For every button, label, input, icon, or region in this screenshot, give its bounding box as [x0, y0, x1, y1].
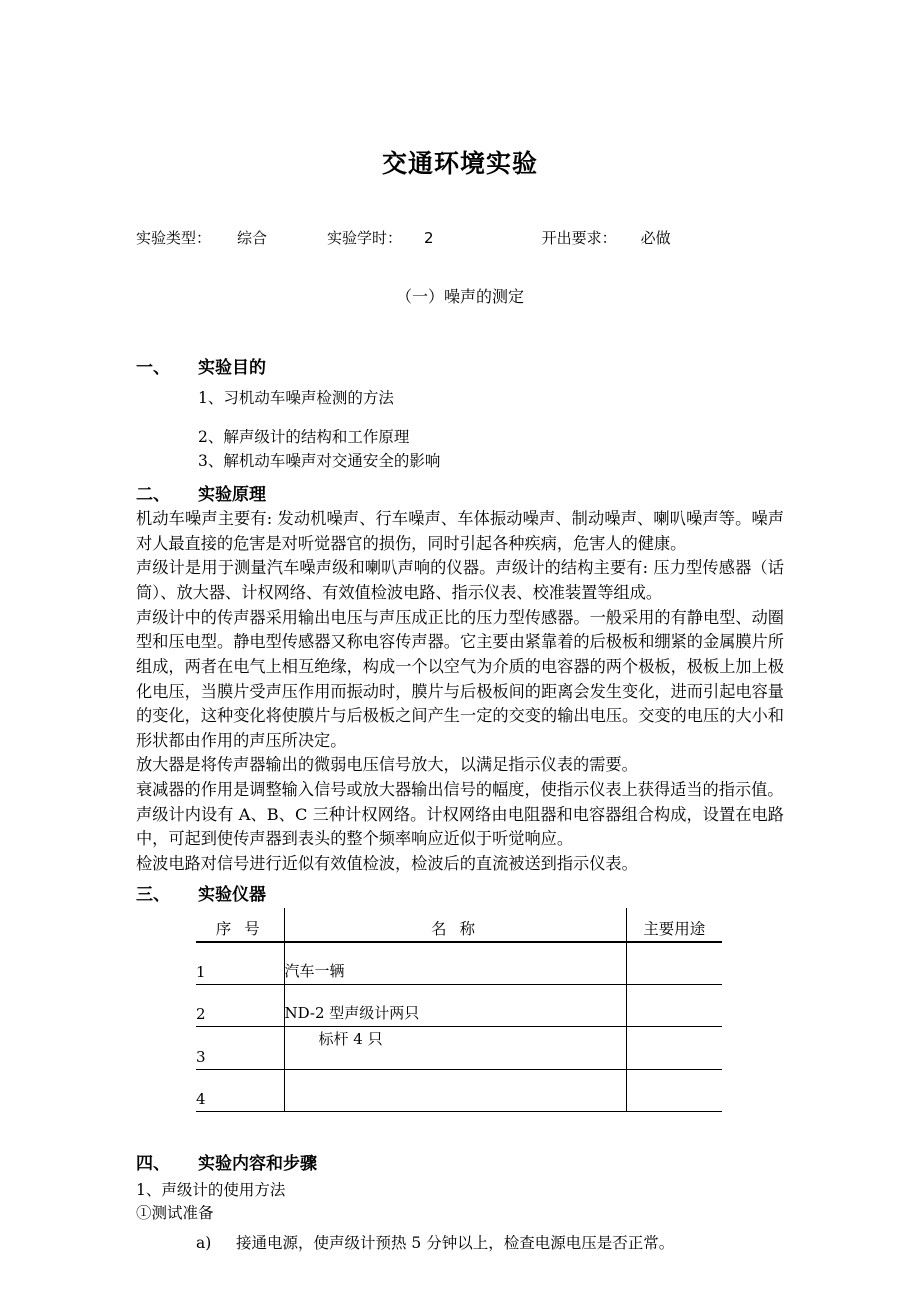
- column-header-use: 主要用途: [626, 908, 722, 942]
- cell-use: [626, 1069, 722, 1111]
- heading-instruments-number: 三、: [136, 884, 170, 905]
- cell-index: 2: [196, 984, 284, 1026]
- experiment-hours-label: 实验学时：: [327, 228, 403, 247]
- procedure-sub-item-a: [136, 1232, 784, 1255]
- experiment-hours-value: 2: [424, 228, 434, 247]
- heading-procedure: [136, 1154, 784, 1175]
- experiment-type-value: 综合: [237, 228, 268, 247]
- procedure-line-1: 1、声级计的使用方法: [136, 1181, 286, 1200]
- heading-purpose-text: 实验目的: [198, 357, 266, 378]
- list-item: 1、习机动车噪声检测的方法: [198, 388, 394, 407]
- table-row: [196, 1069, 722, 1111]
- cell-name: 汽车一辆: [284, 942, 626, 985]
- procedure-sub-item-a-marker: a): [196, 1233, 212, 1252]
- cell-use: [626, 1026, 722, 1069]
- section-subtitle: （一）噪声的测定: [395, 286, 524, 306]
- cell-use: [626, 942, 722, 985]
- cell-name: ND-2 型声级计两只: [284, 984, 626, 1026]
- list-item: 2、解声级计的结构和工作原理: [198, 427, 410, 446]
- table-header-row: [196, 908, 722, 942]
- paragraph: 放大器是将传声器输出的微弱电压信号放大，以满足指示仪表的需要。: [136, 755, 638, 775]
- heading-procedure-text: 实验内容和步骤: [198, 1153, 317, 1174]
- heading-principle: [136, 485, 784, 506]
- principle-body: [136, 507, 784, 876]
- cell-index: 1: [196, 942, 284, 985]
- purpose-list: [136, 386, 784, 473]
- heading-purpose-number: 一、: [136, 357, 170, 378]
- table-row: [196, 942, 722, 985]
- heading-instruments: [136, 885, 784, 906]
- procedure-sub-item-a-text: 接通电源，使声级计预热 5 分钟以上，检查电源电压是否正常。: [236, 1233, 675, 1252]
- column-header-index: 序 号: [196, 908, 284, 942]
- procedure-line-2: ①测试准备: [136, 1204, 214, 1223]
- cell-use: [626, 984, 722, 1026]
- paragraph: 衰减器的作用是调整输入信号或放大器输出信号的幅度，使指示仪表上获得适当的指示值。: [136, 780, 784, 800]
- instruments-table: [196, 908, 722, 1112]
- heading-purpose: [136, 358, 784, 379]
- heading-instruments-text: 实验仪器: [198, 884, 266, 905]
- document-content: [136, 0, 784, 1255]
- cell-name: [284, 1069, 626, 1111]
- experiment-requirement-value: 必做: [640, 228, 671, 247]
- cell-name: 标杆 4 只: [284, 1026, 626, 1069]
- column-header-name: 名 称: [284, 908, 626, 942]
- paragraph: 机动车噪声主要有: 发动机噪声、行车噪声、车体振动噪声、制动噪声、喇叭噪声等。噪声对人最直接的危害是对听觉器官的损伤，同时引起各种疾病，危害人的健康。: [136, 509, 784, 553]
- table-row: [196, 984, 722, 1026]
- list-item: 3、解机动车噪声对交通安全的影响: [198, 451, 441, 470]
- paragraph: 声级计中的传声器采用输出电压与声压成正比的压力型传感器。一般采用的有静电型、动圈型和压电型。静电型传感器又称电容传声器。它主要由紧靠着的后极板和绷紧的金属膜片所组成，两者在电气上相互绝缘，构成一个以空气为介质的电容器的两个极板，极板上加上极化电压，当膜片受声压作用而振动时，膜片与后极板间的距离会发生变化，进而引起电容量的变化，这种变化将使膜片与后极板之间产生一定的交变的输出电压。交变的电压的大小和形状都由作用的声压所决定。: [136, 607, 784, 750]
- heading-principle-number: 二、: [136, 484, 170, 505]
- heading-procedure-number: 四、: [136, 1153, 170, 1174]
- page-title: 交通环境实验: [381, 149, 538, 178]
- paragraph: 检波电路对信号进行近似有效值检波，检波后的直流被送到指示仪表。: [136, 853, 638, 873]
- experiment-type-label: 实验类型：: [136, 228, 212, 247]
- experiment-requirement-label: 开出要求：: [541, 228, 617, 247]
- cell-index: 3: [196, 1026, 284, 1069]
- experiment-meta-line: [136, 229, 784, 247]
- instruments-table-wrapper: [196, 908, 722, 1112]
- paragraph: 声级计是用于测量汽车噪声级和喇叭声响的仪器。声级计的结构主要有: 压力型传感器（话筒）、放大器、计权网络、有效值检波电路、指示仪表、校准装置等组成。: [136, 558, 784, 603]
- paragraph: 声级计内设有 A、B、C 三种计权网络。计权网络由电阻器和电容器组合构成，设置在电路中，可起到使传声器到表头的整个频率响应近似于听觉响应。: [136, 804, 784, 849]
- heading-principle-text: 实验原理: [198, 484, 266, 505]
- table-row: [196, 1026, 722, 1069]
- cell-index: 4: [196, 1069, 284, 1111]
